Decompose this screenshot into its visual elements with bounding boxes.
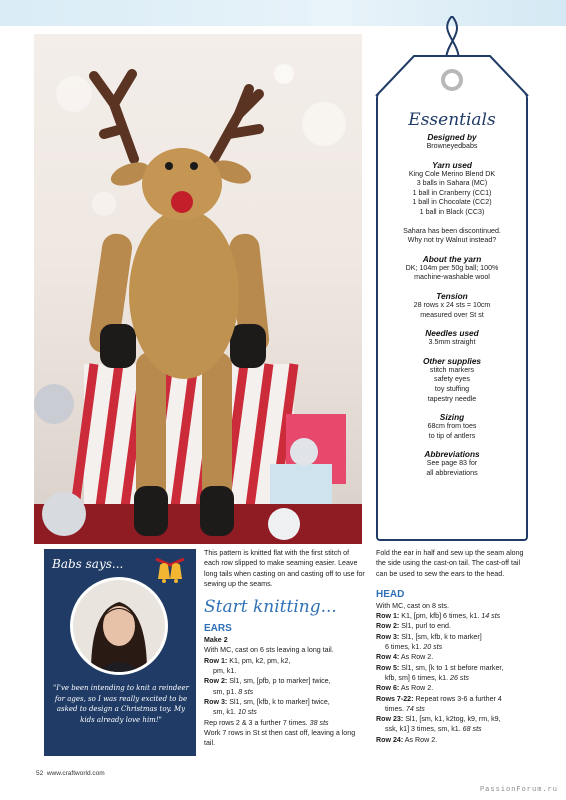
row-text: K1, pm, k2, pm, k2, [229,656,291,665]
designed-by-heading: Designed by [427,132,477,142]
head-row-24 [376,735,532,745]
head-row-1 [376,611,532,621]
essentials-content [378,110,526,478]
row-label: Row 23: [376,715,404,724]
reindeer-photo [34,34,362,544]
row-text: K1, [pm, kfb] 6 times, k1. [401,612,482,621]
page-number: 52 [36,770,44,777]
needles-heading: Needles used [425,328,479,339]
row-text: Sl1, [sm, k1, k2tog, k9, rm, k9, [405,715,501,724]
head-heading: HEAD [376,588,405,600]
row-text: As Row 2. [404,735,438,744]
row-text: Sl1, sm, [kfb, k to marker] twice, [229,697,330,706]
yarn-note: Sahara has been discontinued. [403,226,501,235]
yarn-line: 1 ball in Cranberry (CC1) [412,188,492,197]
sizing-heading: Sizing [439,412,465,423]
row-label: Row 3: [204,697,228,706]
row-text: Sl1, purl to end. [401,622,451,631]
ears-cast-on: With MC, cast on 6 sts leaving a long tail. [204,646,334,655]
about-yarn-line: machine-washable wool [414,273,490,282]
row-label: Row 1: [376,612,400,621]
ears-repeat [204,718,366,728]
row-label: Row 2: [376,622,400,631]
babs-says-box [44,549,196,756]
tension-line: 28 rows x 24 sts = 10cm [413,300,491,309]
yarn-line: King Cole Merino Blend DK [408,169,496,178]
babs-quote: "I've been intending to knit a reindeer for ages, so I was really excited to be asked to design a Christmas toy. My kids already love him!" [53,684,189,724]
page-footer [36,770,105,777]
about-yarn-heading: About the yarn [422,253,482,264]
ears-make: Make 2 [204,636,228,645]
ears-work: Work 7 rows in St st then cast off, leaving a long tail. [204,728,356,748]
row-text-cont: times. [385,704,406,713]
yarn-heading: Yarn used [432,159,472,170]
ears-row-3 [204,697,366,718]
head-row-4 [376,652,532,662]
row-text-cont: kfb, sm] 6 times, k1. [385,673,451,682]
row-label: Row 5: [376,663,400,672]
footer-website-link[interactable]: www.craftworld.com [46,770,105,777]
row-label: Row 2: [204,677,228,686]
stitch-count: 26 sts [450,673,469,682]
row-label: Row 4: [376,653,400,662]
abbreviations-line: all abbreviations [426,468,478,477]
row-text-cont: sm, k1. [213,708,238,717]
tension-heading: Tension [436,290,468,301]
head-rows-7-22 [376,694,532,715]
bells-icon [150,555,190,585]
supply-item: safety eyes [434,375,470,384]
tension-line: measured over St st [420,310,484,319]
pattern-column-1 [204,548,366,748]
row-text-cont: pm, k1. [213,667,237,676]
stitch-count: 68 sts [462,725,482,734]
stitch-count: 38 sts [309,718,329,727]
yarn-line: 3 balls in Sahara (MC) [416,179,488,188]
row-label: Row 1: [204,656,228,665]
yarn-note: Why not try Walnut instead? [407,236,497,245]
head-row-6 [376,683,532,693]
head-row-23 [376,714,532,735]
row-text: Sl1, sm, [pfb, p to marker] twice, [229,677,331,686]
yarn-line: 1 ball in Chocolate (CC2) [412,198,492,207]
ears-heading: EARS [204,623,232,635]
row-text-cont: 6 times, k1. [385,643,424,652]
intro-paragraph: This pattern is knitted flat with the first stitch of each row slipped to make seaming easier. Leave long tails when casting on and casting off to use for sewing up the seams. [204,549,365,588]
about-yarn-line: DK; 104m per 50g ball; 100% [405,263,499,272]
row-label: Row 3: [376,632,400,641]
head-row-2 [376,621,532,631]
abbreviations-heading: Abbreviations [424,449,480,460]
row-text: As Row 2. [400,684,434,693]
tag-string-decoration [374,16,530,96]
designer-portrait [70,577,168,675]
ears-row-1 [204,656,366,677]
needles-value: 3.5mm straight [428,338,476,347]
ears-row-2 [204,676,366,697]
row-label: Row 6: [376,684,400,693]
stitch-count: 20 sts [423,643,443,652]
watermark: PassionForum.ru [479,786,558,794]
stitch-count: 74 sts [405,704,425,713]
pattern-column-2 [376,548,532,745]
sizing-line: 68cm from toes [427,422,477,431]
head-row-3 [376,632,532,653]
head-cast-on: With MC, cast on 8 sts. [376,601,449,610]
row-text: Sl1, sm, [k to 1 st before marker, [401,663,504,672]
supply-item: stitch markers [429,365,475,374]
essentials-title: Essentials [408,110,496,130]
sizing-line: to tip of antlers [428,431,476,440]
abbreviations-line: See page 83 for [426,459,478,468]
babs-says-title: Babs says... [52,557,124,571]
supply-item: tapestry needle [427,394,477,403]
row-text-cont: sm, p1. [213,687,239,696]
row-text: Repeat rows 3-6 a further 4 [415,694,502,703]
yarn-line: 1 ball in Black (CC3) [419,207,485,216]
designer-name: Browneyedbabs [426,142,478,150]
row-text: Sl1, [sm, kfb, k to marker] [401,632,482,641]
supply-item: toy stuffing [434,384,470,393]
row-label: Row 24: [376,735,404,744]
row-text: As Row 2. [400,653,434,662]
repeat-text: Rep rows 2 & 3 a further 7 times. [204,718,310,727]
row-label: Rows 7-22: [376,694,414,703]
stitch-count: 10 sts [237,708,257,717]
stitch-count: 8 sts [238,687,254,696]
other-supplies-heading: Other supplies [422,355,482,366]
start-knitting-heading: Start knitting... [204,597,337,618]
row-text-cont: ssk, k1] 3 times, sm, k1. [385,725,463,734]
ear-finishing-paragraph: Fold the ear in half and sew up the seam along the side using the cast-on tail. The cast-off tail can be used to sew the ears to the head. [376,549,524,578]
stitch-count: 14 sts [481,612,501,621]
head-row-5 [376,663,532,684]
